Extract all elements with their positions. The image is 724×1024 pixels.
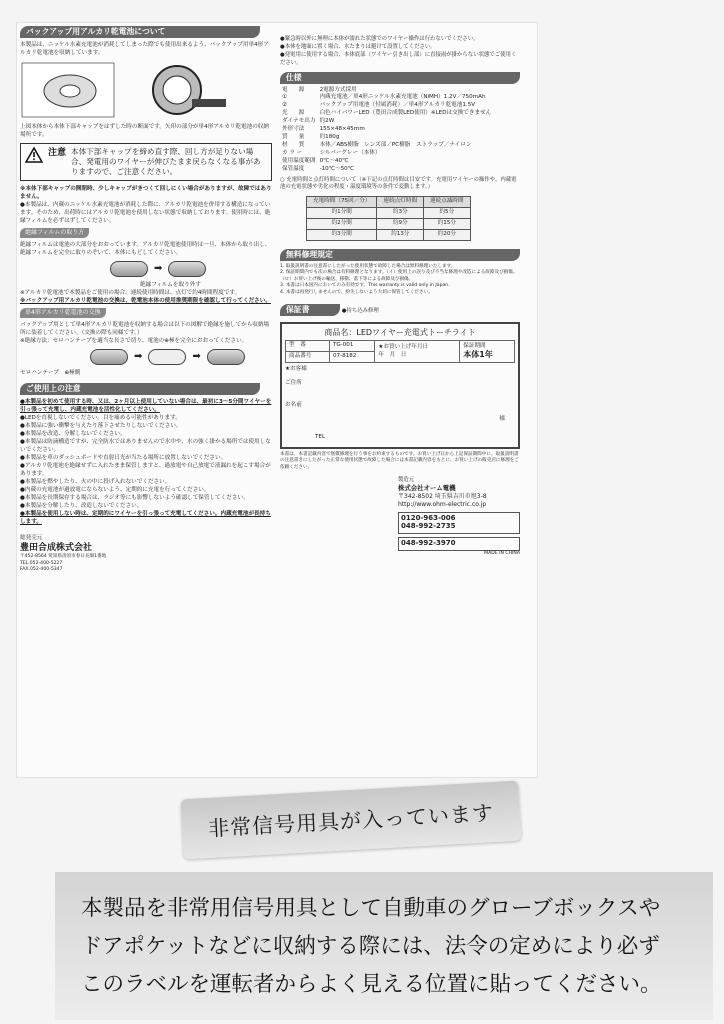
tel-label: TEL xyxy=(315,434,326,441)
charge-header: 充電時間（75回／分） xyxy=(307,197,377,208)
right-column xyxy=(280,36,520,557)
notice-line: このラベルを運転者からよく見える位置に貼ってください。 xyxy=(81,972,662,997)
cross-section-figure xyxy=(20,61,272,119)
film-removal-text: 絶縁フィルムは電池の大部分をおおっています。アルカリ乾電池使用時は一旦、本体から取り出し、絶縁フィルムを完全に取りのぞいて、本体にもどしてください。 xyxy=(20,242,271,256)
caution-item: ●本製品を長期保存する場合は、ラジオ等にも影響しないよう確認して保管してください。 xyxy=(20,495,249,501)
battery-swap-note: ※絶縁方法：セロハンテープを適当な長さで切り、電池の⊕極を完全におおってください。 xyxy=(20,338,248,344)
caution-label: 注意 xyxy=(48,148,67,158)
spec-key: 質 量 xyxy=(282,133,305,140)
charge-cell: 約15分 xyxy=(424,219,471,230)
code-label: 商品番号 xyxy=(286,352,330,363)
caution-item: ●本製品を初めて使用する時、又は、2ヶ月以上使用していない場合は、最初に3～5分間ワイヤーを引っ張って充電し、内蔵充電池を活性化してください。 xyxy=(20,399,272,413)
spec-value: シルバーグレー（本体） xyxy=(319,149,381,156)
arrow-right-icon: ➡ xyxy=(154,263,163,274)
spec-table xyxy=(280,87,493,174)
spec-key: 保管温度 xyxy=(282,165,305,172)
tel-box xyxy=(398,512,520,534)
charge-row xyxy=(307,208,471,219)
charge-note: ○ 充電時間と点灯時間について（※下記の点灯時間は目安です。充電用ワイヤーの操作や、内蔵電池の充電状態や劣化の程度・温度環境等の条件で変動します。） xyxy=(280,176,517,191)
spec-row xyxy=(280,158,493,166)
note-cap: ※本体下部キャップの開閉時、少しキャップがきつくて回しにくい場合がありますが、故障ではありません。 xyxy=(20,186,272,200)
spec-value: 本体／ABS樹脂 レンズ部／PC樹脂 ストラップ／ナイロン xyxy=(319,141,472,148)
spec-key: 材 質 xyxy=(282,141,305,148)
warranty-card xyxy=(280,322,520,449)
spec-key: 電 源 xyxy=(282,86,305,93)
spec-row xyxy=(280,166,493,174)
note-replace: ※バックアップ用アルカリ乾電池の交換は、乾電池本体の使用推奨期限を確認して行ってください。 xyxy=(20,298,271,304)
arrow-right-icon: ➡ xyxy=(192,351,201,362)
tape-label: セロハンテープ xyxy=(20,370,59,376)
spec-title: 仕様 xyxy=(280,72,520,84)
left-column xyxy=(20,22,272,574)
note-runtime: ※アルカリ乾電池で本製品をご使用の場合、連続使用時間は、点灯で約4時間程度です。 xyxy=(20,290,241,296)
spec-key: 外形寸法 xyxy=(282,126,305,133)
spec-key: 光 源 xyxy=(282,110,305,117)
spec-row xyxy=(280,142,493,150)
battery-icon xyxy=(90,349,128,365)
name-label: お名前 xyxy=(285,401,302,408)
charge-row xyxy=(307,230,471,241)
caution-box xyxy=(20,143,272,181)
repair-item: 2. 保証期間内でも次の場合は有料修理となります。（イ）使用上の誤り及び不当な修理や改造による故障及び損傷。（ロ）お買い上げ後の輸送、移動、落下等による故障及び損傷。 xyxy=(280,270,518,282)
spec-row xyxy=(280,134,493,142)
purchase-label: ★お買い上げ年月日 xyxy=(378,343,429,350)
repair-title: 無料修理規定 xyxy=(280,249,520,261)
repair-list xyxy=(280,264,520,297)
charge-table xyxy=(306,196,471,241)
caution-list xyxy=(20,398,272,526)
spec-key: ダイナモ出力 xyxy=(282,118,316,125)
model-value: TG-001 xyxy=(329,341,374,352)
seller-info xyxy=(20,534,272,574)
emergency-signal-sticker xyxy=(181,781,522,860)
spec-value: 0℃～40℃ xyxy=(319,157,349,164)
made-in-label: MADE IN CHINA xyxy=(484,550,520,556)
spec-row xyxy=(280,110,493,118)
film-caption: 絶縁フィルムを取り外す xyxy=(140,282,201,288)
warranty-sub: ●持ち込み修理 xyxy=(341,308,379,315)
seller-address: 〒452-8564 愛知県清須市春日長畑1番地 xyxy=(20,554,107,559)
arrow-right-icon: ➡ xyxy=(134,351,143,362)
period-value: 本体1年 xyxy=(463,349,493,359)
battery-icon xyxy=(207,349,245,365)
spec-row xyxy=(280,126,493,134)
warranty-note: 本書は、本書記載内容で無償修理を行う事をお約束するものです。お買い上げ日から上記保証期間中に、取扱説明書の注意書きにしたがった正常な使用状態で故障した場合には本書記載内容をもとに、お買い上げの販売店に修理をご依頼ください。 xyxy=(280,451,519,470)
purchase-value: 年 月 日 xyxy=(378,351,407,358)
maker-url: http://www.ohm-electric.co.jp xyxy=(398,501,487,509)
warranty-title: 保証書 xyxy=(280,304,340,316)
notice-line: ドアポケットなどに収納する際には、法令の定めにより必ず xyxy=(81,934,660,959)
spec-value: バックアップ用電池（付属消耗）／単4形アルカリ乾電池1.5V xyxy=(319,102,476,109)
caution-item: ●内蔵の充電池が過放電にならないよう、定期的に充電を行ってください。 xyxy=(20,487,210,493)
spec-value: 2電源方式採用 xyxy=(319,86,357,93)
film-removal-figure xyxy=(110,261,272,277)
charge-cell: 約13分 xyxy=(377,230,424,241)
tel-number: 048-992-2735 xyxy=(401,522,456,530)
charge-cell: 約20分 xyxy=(424,230,471,241)
top-note: ●緊急時以外に無理に本体が濡れた状態でのワイヤー操作は行わないでください。 xyxy=(280,36,479,42)
caution-item: ●本製品を使用しない時は、定期的にワイヤーを引っ張って充電してください。内蔵充電池が長持ちします。 xyxy=(20,511,271,525)
spec-key: 使用温度範囲 xyxy=(282,157,316,164)
backup-intro: 本製品は、ニッケル水素充電池が消耗してしまった際でも使用出来るよう、バックアップ用単4形アルカリ乾電池を収納しています。 xyxy=(20,42,269,56)
model-label: 型 番 xyxy=(286,341,330,352)
spec-row xyxy=(280,150,493,158)
repair-item: 4. 本書は再発行しませんので、紛失しないよう大切に保管してください。 xyxy=(280,289,433,295)
sticker-text: 非常信号用具が入っています xyxy=(207,801,495,841)
battery-slot-diagram-icon xyxy=(122,61,232,119)
battery-swap-title: 単4形アルカリ乾電池の交換 xyxy=(20,308,106,318)
spec-value: -10℃～50℃ xyxy=(319,165,354,172)
spec-value: 内蔵充電池／単4形ニッケル水素充電池（NiMH）1.2V／750mAh xyxy=(319,94,486,101)
spec-key: ② xyxy=(282,102,288,109)
section-usage-caution-title: ご使用上の注意 xyxy=(20,383,260,395)
notice-line: 本製品を非常用信号用具として自動車のグローブボックスや xyxy=(81,896,661,921)
spec-key: カ ラ ー xyxy=(282,149,303,156)
note-structure: ●本製品は、内蔵のニッケル水素充電池が消耗した際に、アルカリ乾電池を併用する構造になっています。そのため、出荷時にはアルカリ乾電池を使用しない状態で収納しております。使用時には、絶縁フィルムを必ずはずしてください。 xyxy=(20,202,271,224)
caution-item: ●本製品を燃やしたり、火の中に投げ入れないでください。 xyxy=(20,479,171,485)
caution-item: ●本製品を分解したり、改造しないでください。 xyxy=(20,503,143,509)
battery-with-film-icon xyxy=(110,261,148,277)
tape-figure xyxy=(90,349,272,365)
charge-cell: 約1分間 xyxy=(307,208,377,219)
seller-fax: FAX.052-400-5347 xyxy=(20,567,63,572)
top-note: ●発電用に使用する場合、本体底部（ワイヤー引き出し部）に直接雨が掛からない状態でご使用ください。 xyxy=(280,51,517,66)
charge-cell: 約2分間 xyxy=(307,219,377,230)
period-label: 保証期間 xyxy=(463,342,486,349)
customer-area xyxy=(285,366,515,444)
film-removal-title: 絶縁フィルムの取り方 xyxy=(20,228,89,238)
battery-bare-icon xyxy=(168,261,206,277)
caution-item: ●本製品を車のダッシュボードや直射日光が当たる場所に放置しないでください。 xyxy=(20,455,227,461)
section-backup-battery-title: バックアップ用アルカリ乾電池について xyxy=(20,26,260,38)
caution-item: ●本製品に強い衝撃を与えたり落下させたりしないでください。 xyxy=(20,423,182,429)
address-label: ご住所 xyxy=(285,379,302,386)
cross-section-caption: 上図本体から本体下部キャップをはずした時の断面です。矢印の部分が単4形アルカリ乾電池の収納場所です。 xyxy=(20,124,270,138)
taped-battery-icon xyxy=(148,349,186,365)
repair-item: 1. 取扱説明書の注意書にしたがった使用状態で故障した場合は無料修理いたします。 xyxy=(280,263,456,269)
seller-name: 豊田合成株式会社 xyxy=(20,543,93,553)
battery-swap-text: バックアップ用として単4形アルカリ乾電池を収納する場合は以下の図解で絶縁を施してから収納場所に装着してください。（交換の際も同様です。） xyxy=(20,322,270,336)
customer-label: ★お客様 xyxy=(285,365,307,372)
caution-item: ●アルカリ乾電池を絶縁せずに入れたまま保管しますと、過放電や自己放電で液漏れを起こす場合があります。 xyxy=(20,463,271,477)
seller-tel: TEL.052-400-5227 xyxy=(20,560,63,566)
code-value: 07-8182 xyxy=(329,352,374,363)
charge-cell: 約9分 xyxy=(377,219,424,230)
caution-item: ●本製品を改造、分解しないでください。 xyxy=(20,431,126,437)
spec-value: 155×48×45mm xyxy=(319,126,365,133)
driver-notice-label xyxy=(55,872,713,1020)
charge-cell: 約3分間 xyxy=(307,230,377,241)
spec-key: ① xyxy=(282,94,288,101)
spec-value: 約2W xyxy=(319,118,335,125)
charge-row xyxy=(307,219,471,230)
cap-diagram-icon xyxy=(20,61,116,119)
caution-item: ●LEDを直視しないでください。目を痛める可能性があります。 xyxy=(20,415,181,421)
spec-value: 白色ハイパワーLED（豊田合成製LED使用）※LEDは交換できません xyxy=(319,110,492,117)
charge-cell: 約5分 xyxy=(424,208,471,219)
repair-item: 3. 本書は日本国内においてのみ有効です。This warranty is valid only in Japan. xyxy=(280,283,450,289)
tel-number: 048-992-3970 xyxy=(401,538,456,547)
spec-row xyxy=(280,118,493,126)
maker-name: 株式会社オーム電機 xyxy=(398,484,456,493)
warranty-grid xyxy=(285,340,515,363)
spec-value: 約180g xyxy=(319,133,340,140)
warning-triangle-icon xyxy=(25,147,43,163)
maker-footer xyxy=(280,477,520,557)
seller-title: 総発売元 xyxy=(20,535,43,541)
warranty-product-name: 商品名：LEDワイヤー充電式トーチライト xyxy=(324,328,476,338)
plus-pole-label: ⊕極側 xyxy=(64,370,81,376)
caution-text: 本体下部キャップを締め直す際、回し方が足りない場合、発電用のワイヤーが伸びたまま戻らなくなる事がありますので、ご注意ください。 xyxy=(71,147,261,176)
charge-header: 連続点滅時間 xyxy=(424,197,471,208)
charge-header: 連続点灯時間 xyxy=(377,197,424,208)
top-note: ●本体を地面に置く場合、水たまりは避けて設置してください。 xyxy=(280,43,436,50)
charge-cell: 約3分 xyxy=(377,208,424,219)
maker-title: 製造元 xyxy=(398,477,415,484)
maker-address: 〒342-8502 埼玉県吉川市旭3-8 xyxy=(398,493,487,501)
tel-number: 0120-963-006 xyxy=(401,514,456,523)
caution-item: ●本製品は防滴構造ですが、完全防水ではありませんので水中や、水の強く掛かる場所では使用しないでください。 xyxy=(20,439,271,453)
honorific-label: 様 xyxy=(499,415,505,422)
repair-tel-box xyxy=(398,537,520,551)
